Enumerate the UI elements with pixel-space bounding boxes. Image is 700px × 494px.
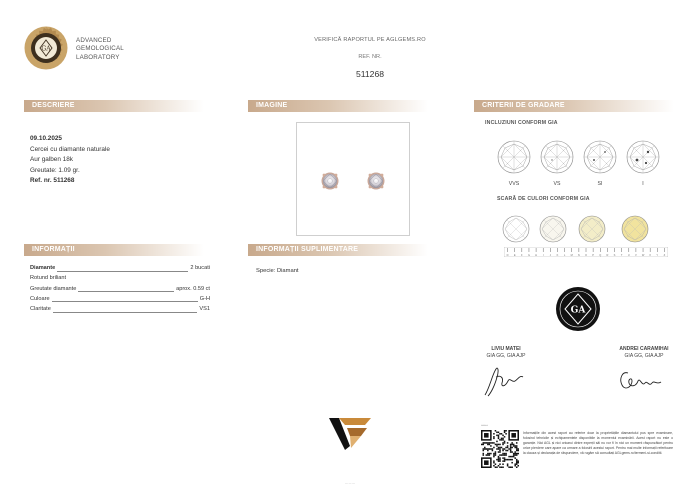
info-value: 2 bucati — [188, 263, 210, 273]
lab-name — [76, 37, 124, 62]
scale-letter: Y — [656, 254, 659, 257]
qr-module — [499, 433, 501, 435]
earrings-image — [297, 123, 409, 235]
qr-module — [489, 448, 491, 450]
qr-module — [499, 466, 501, 468]
qr-module — [498, 457, 500, 459]
qr-module — [493, 454, 495, 456]
qr-module — [511, 459, 513, 461]
qr-module — [516, 442, 518, 444]
scale-letter: P — [592, 254, 594, 257]
scale-letter: W — [641, 254, 645, 257]
qr-module — [498, 465, 500, 467]
qr-module — [504, 442, 506, 444]
qr-module — [508, 448, 510, 450]
qr-module — [502, 438, 504, 440]
qr-module — [507, 450, 509, 452]
qr-module — [505, 430, 507, 432]
qr-module — [517, 450, 519, 452]
qr-module — [499, 450, 501, 452]
qr-module — [511, 466, 513, 468]
section-imagine: IMAGINE — [248, 100, 428, 112]
qr-module — [498, 432, 500, 434]
qr-module — [493, 460, 495, 462]
qr-module — [490, 448, 492, 450]
product-image-frame — [296, 122, 410, 236]
qr-module — [502, 448, 504, 450]
agl-seal-logo — [24, 26, 68, 70]
qr-module — [514, 447, 516, 449]
qr-module — [489, 444, 491, 446]
qr-module — [487, 450, 489, 452]
qr-module — [498, 438, 500, 440]
qr-module — [513, 456, 515, 458]
qr-module — [501, 466, 503, 468]
scale-letter: G — [527, 254, 530, 257]
qr-module — [493, 453, 495, 455]
qr-module — [513, 444, 515, 446]
signer-name: LIVIU MATEI — [491, 346, 521, 352]
qr-module — [510, 445, 512, 447]
qr-module — [514, 457, 516, 459]
qr-module — [510, 450, 512, 452]
qr-module — [484, 448, 486, 450]
qr-module — [489, 453, 491, 455]
species-text: Specie: Diamant — [256, 268, 299, 274]
qr-module — [504, 459, 506, 461]
qr-module — [505, 453, 507, 455]
qr-module — [510, 444, 512, 446]
qr-module — [507, 445, 509, 447]
qr-module — [504, 457, 506, 459]
qr-finder — [511, 433, 516, 438]
metal-type: Aur galben 18k — [30, 156, 73, 163]
qr-module — [495, 430, 497, 432]
qr-module — [516, 454, 518, 456]
qr-module — [511, 447, 513, 449]
qr-module — [489, 442, 491, 444]
qr-module — [504, 453, 506, 455]
qr-module — [496, 445, 498, 447]
scale-letter: N — [577, 254, 580, 257]
item-description: Cercei cu diamante naturale — [30, 145, 110, 153]
qr-module — [505, 454, 507, 456]
section-criterii: CRITERII DE GRADARE — [474, 100, 674, 112]
info-label: Rotund briliant — [30, 273, 68, 283]
lab-name-line: LABORATORY — [76, 53, 120, 61]
qr-module — [514, 465, 516, 467]
signer-left — [466, 346, 546, 360]
clarity-diagram-si — [583, 140, 617, 174]
qr-module — [499, 457, 501, 459]
ref-label: REF. NR. — [358, 54, 382, 60]
qr-module — [487, 453, 489, 455]
qr-module — [501, 439, 503, 441]
ga-emblem-logo — [555, 286, 601, 332]
qr-module — [511, 462, 513, 464]
qr-module — [510, 466, 512, 468]
qr-module — [517, 448, 519, 450]
section-informatii-suplimentare: INFORMAȚII SUPLIMENTARE — [248, 244, 428, 256]
qr-module — [504, 436, 506, 438]
qr-module — [489, 454, 491, 456]
info-row — [30, 304, 210, 314]
qr-module — [504, 448, 506, 450]
color-swatch-diamond — [502, 215, 530, 243]
qr-module — [495, 451, 497, 453]
qr-module — [511, 456, 513, 458]
qr-module — [513, 454, 515, 456]
report-date: 09.10.2025 — [30, 135, 62, 142]
scale-letter: U — [627, 254, 630, 257]
qr-module — [502, 442, 504, 444]
qr-module — [495, 453, 497, 455]
qr-module — [487, 454, 489, 456]
clarity-label-i: I — [642, 181, 644, 187]
qr-module — [504, 454, 506, 456]
qr-module — [499, 444, 501, 446]
qr-module — [517, 453, 519, 455]
qr-module — [516, 463, 518, 465]
clarity-diagram-i — [626, 140, 660, 174]
qr-module — [498, 436, 500, 438]
qr-module — [511, 444, 513, 446]
qr-module — [502, 460, 504, 462]
ref-number: Ref. nr. 511268 — [30, 177, 75, 184]
qr-module — [499, 463, 501, 465]
qr-module — [516, 447, 518, 449]
scale-letter: E — [513, 254, 516, 257]
qr-module — [490, 453, 492, 455]
scale-letter: J — [549, 254, 551, 257]
qr-module — [496, 448, 498, 450]
qr-module — [496, 435, 498, 437]
qr-module — [504, 460, 506, 462]
qr-module — [498, 447, 500, 449]
legal-disclaimer: Informațiile din acest raport au referire doar la proprietățiile diamantului pus spre examinare, folosind tehnicile și echipamentele disponibile la momentul examinării. Acest raport nu este o garanție. Nici AGL și nici oricarui dintre experții săi nu vor fi în nici un moment răspunzători pentru orice pierdere care apare ca urmare a folosirii acestui raport. Pentru mai multe informații referitoare la clauza și declarația de răspundere, vă rugăm să consultați AGLgems.ro/termeni-si-conditii. — [523, 431, 673, 455]
qr-module — [516, 466, 518, 468]
qr-module — [484, 442, 486, 444]
qr-module — [486, 454, 488, 456]
qr-module — [499, 448, 501, 450]
qr-module — [516, 462, 518, 464]
clarity-label-si: SI — [597, 181, 603, 187]
qr-module — [514, 453, 516, 455]
qr-module — [502, 450, 504, 452]
qr-module — [498, 460, 500, 462]
qr-module — [501, 454, 503, 456]
qr-module — [490, 445, 492, 447]
signer-credentials: GIA GG, GIA AJP — [624, 353, 664, 359]
qr-module — [496, 432, 498, 434]
qr-module — [492, 450, 494, 452]
info-value: VS1 — [197, 304, 210, 314]
qr-module — [502, 439, 504, 441]
info-row — [30, 294, 210, 304]
scale-letter: X — [649, 254, 652, 257]
scale-letter: I — [542, 254, 544, 257]
emblem-text: GA — [570, 305, 586, 316]
qr-module — [510, 448, 512, 450]
qr-module — [513, 453, 515, 455]
qr-module — [483, 444, 485, 446]
qr-module — [516, 448, 518, 450]
color-swatch-diamond — [621, 215, 649, 243]
clarity-diagram-vvs — [497, 140, 531, 174]
qr-module — [510, 456, 512, 458]
scale-letter: O — [584, 254, 588, 257]
signer-name: ANDREI CARAMIHAI — [619, 346, 669, 352]
qr-module — [511, 451, 513, 453]
info-label: Diamante — [30, 263, 57, 273]
qr-module — [496, 466, 498, 468]
scale-letter: D — [506, 254, 509, 257]
qr-module — [502, 453, 504, 455]
clarity-diagram-vs — [540, 140, 574, 174]
qr-module — [499, 447, 501, 449]
section-informatii: INFORMAȚII — [24, 244, 204, 256]
scale-letter: M — [570, 254, 573, 257]
qr-module — [501, 438, 503, 440]
signer-credentials: GIA GG, GIA AJP — [486, 353, 526, 359]
qr-module — [510, 459, 512, 461]
ref-value: 511268 — [355, 69, 385, 79]
signer-right — [604, 346, 684, 360]
qr-module — [481, 444, 483, 446]
qr-module — [502, 444, 504, 446]
lab-name-line: ADVANCED — [76, 37, 112, 44]
qr-module — [507, 465, 509, 467]
qr-module — [493, 447, 495, 449]
qr-module — [505, 459, 507, 461]
qr-module — [499, 460, 501, 462]
qr-module — [516, 460, 518, 462]
qr-finder — [484, 433, 489, 438]
signature-left — [482, 363, 526, 399]
qr-module — [508, 459, 510, 461]
qr-module — [487, 448, 489, 450]
qr-module — [499, 439, 501, 441]
clarity-label-vs: VS — [553, 181, 561, 187]
qr-module — [505, 450, 507, 452]
qr-finder — [484, 460, 489, 465]
qr-module — [495, 444, 497, 446]
qr-module — [501, 433, 503, 435]
qr-module — [514, 445, 516, 447]
scale-letter: F — [521, 254, 523, 257]
scale-letter: Q — [599, 254, 602, 257]
qr-module — [498, 448, 500, 450]
qr-module — [483, 450, 485, 452]
color-swatch-diamond — [578, 215, 606, 243]
qr-module — [490, 442, 492, 444]
qr-module — [483, 442, 485, 444]
info-label: Greutate diamante — [30, 284, 78, 294]
qr-module — [517, 465, 519, 467]
qr-module — [495, 463, 497, 465]
qr-module — [516, 445, 518, 447]
qr-module — [493, 433, 495, 435]
scale-letter: V — [635, 254, 637, 257]
scale-letter: R — [606, 254, 609, 257]
qr-module — [517, 462, 519, 464]
qr-module — [493, 442, 495, 444]
color-swatch-diamond — [539, 215, 567, 243]
qr-module — [495, 466, 497, 468]
qr-module — [502, 435, 504, 437]
qr-module — [499, 451, 501, 453]
description-block — [30, 134, 110, 187]
seal-text: GA — [41, 45, 51, 53]
scale-letter: L — [563, 254, 566, 257]
qr-module — [498, 456, 500, 458]
qr-module — [493, 438, 495, 440]
qr-module — [498, 444, 500, 446]
qr-module — [511, 442, 513, 444]
qr-module — [498, 459, 500, 461]
qr-module — [510, 451, 512, 453]
qr-module — [495, 454, 497, 456]
info-row — [30, 273, 210, 283]
info-label: Culoare — [30, 294, 52, 304]
qr-module — [498, 451, 500, 453]
qr-module — [496, 459, 498, 461]
qr-module — [483, 454, 485, 456]
qr-module — [483, 448, 485, 450]
qr-module — [493, 465, 495, 467]
scale-letter: T — [620, 254, 623, 257]
qr-module — [504, 441, 506, 443]
info-row — [30, 284, 210, 294]
qr-module — [516, 453, 518, 455]
qr-module — [504, 432, 506, 434]
color-scale-title: SCARĂ DE CULORI CONFORM GIA — [497, 196, 590, 202]
qr-module — [502, 457, 504, 459]
qr-module — [492, 448, 494, 450]
qr-module — [483, 453, 485, 455]
qr-module — [496, 444, 498, 446]
qr-module — [505, 433, 507, 435]
qr-module — [514, 451, 516, 453]
qr-module — [508, 456, 510, 458]
qr-module — [493, 462, 495, 464]
qr-module — [492, 442, 494, 444]
qr-module — [507, 442, 509, 444]
color-scale-bar — [504, 247, 668, 257]
lab-name-line: GEMOLOGICAL — [76, 45, 124, 53]
qr-module — [505, 447, 507, 449]
info-label: Claritate — [30, 304, 53, 314]
qr-module — [510, 447, 512, 449]
info-table — [30, 263, 210, 314]
qr-module — [501, 447, 503, 449]
qr-caption: ▪▪▪▪▪▪▪▪ — [481, 424, 489, 427]
qr-module — [507, 447, 509, 449]
qr-module — [487, 444, 489, 446]
scale-letter: S — [613, 254, 616, 257]
qr-module — [513, 445, 515, 447]
info-row — [30, 263, 210, 273]
qr-module — [507, 459, 509, 461]
qr-module — [502, 454, 504, 456]
qr-module — [504, 430, 506, 432]
qr-module — [499, 454, 501, 456]
item-weight: Greutate: 1.09 gr. — [30, 166, 80, 174]
qr-module — [507, 463, 509, 465]
qr-module — [514, 463, 516, 465]
qr-module — [486, 442, 488, 444]
scale-letter: Z — [663, 254, 666, 257]
qr-module — [514, 454, 516, 456]
qr-module — [487, 442, 489, 444]
qr-module — [498, 435, 500, 437]
signature-right — [616, 365, 664, 395]
scale-letter: K — [556, 254, 559, 257]
qr-module — [496, 441, 498, 443]
brand-caption: — — — — [345, 481, 355, 485]
qr-module — [516, 459, 518, 461]
qr-code[interactable] — [481, 430, 519, 468]
info-value: aprox. 0.59 ct — [174, 284, 210, 294]
brand-logo — [327, 414, 373, 452]
qr-module — [493, 456, 495, 458]
scale-letter: H — [535, 254, 538, 257]
qr-module — [502, 463, 504, 465]
qr-module — [517, 460, 519, 462]
verify-link[interactable]: VERIFICĂ RAPORTUL PE AGLGEMS.RO — [314, 37, 426, 43]
qr-module — [484, 447, 486, 449]
qr-module — [493, 436, 495, 438]
info-value: G-H — [198, 294, 210, 304]
qr-module — [486, 448, 488, 450]
clarity-title: INCLUZIUNI CONFORM GIA — [485, 120, 558, 126]
qr-module — [499, 459, 501, 461]
clarity-label-vvs: VVS — [508, 181, 520, 187]
qr-module — [502, 466, 504, 468]
section-descriere: DESCRIERE — [24, 100, 204, 112]
qr-module — [516, 450, 518, 452]
qr-module — [508, 466, 510, 468]
